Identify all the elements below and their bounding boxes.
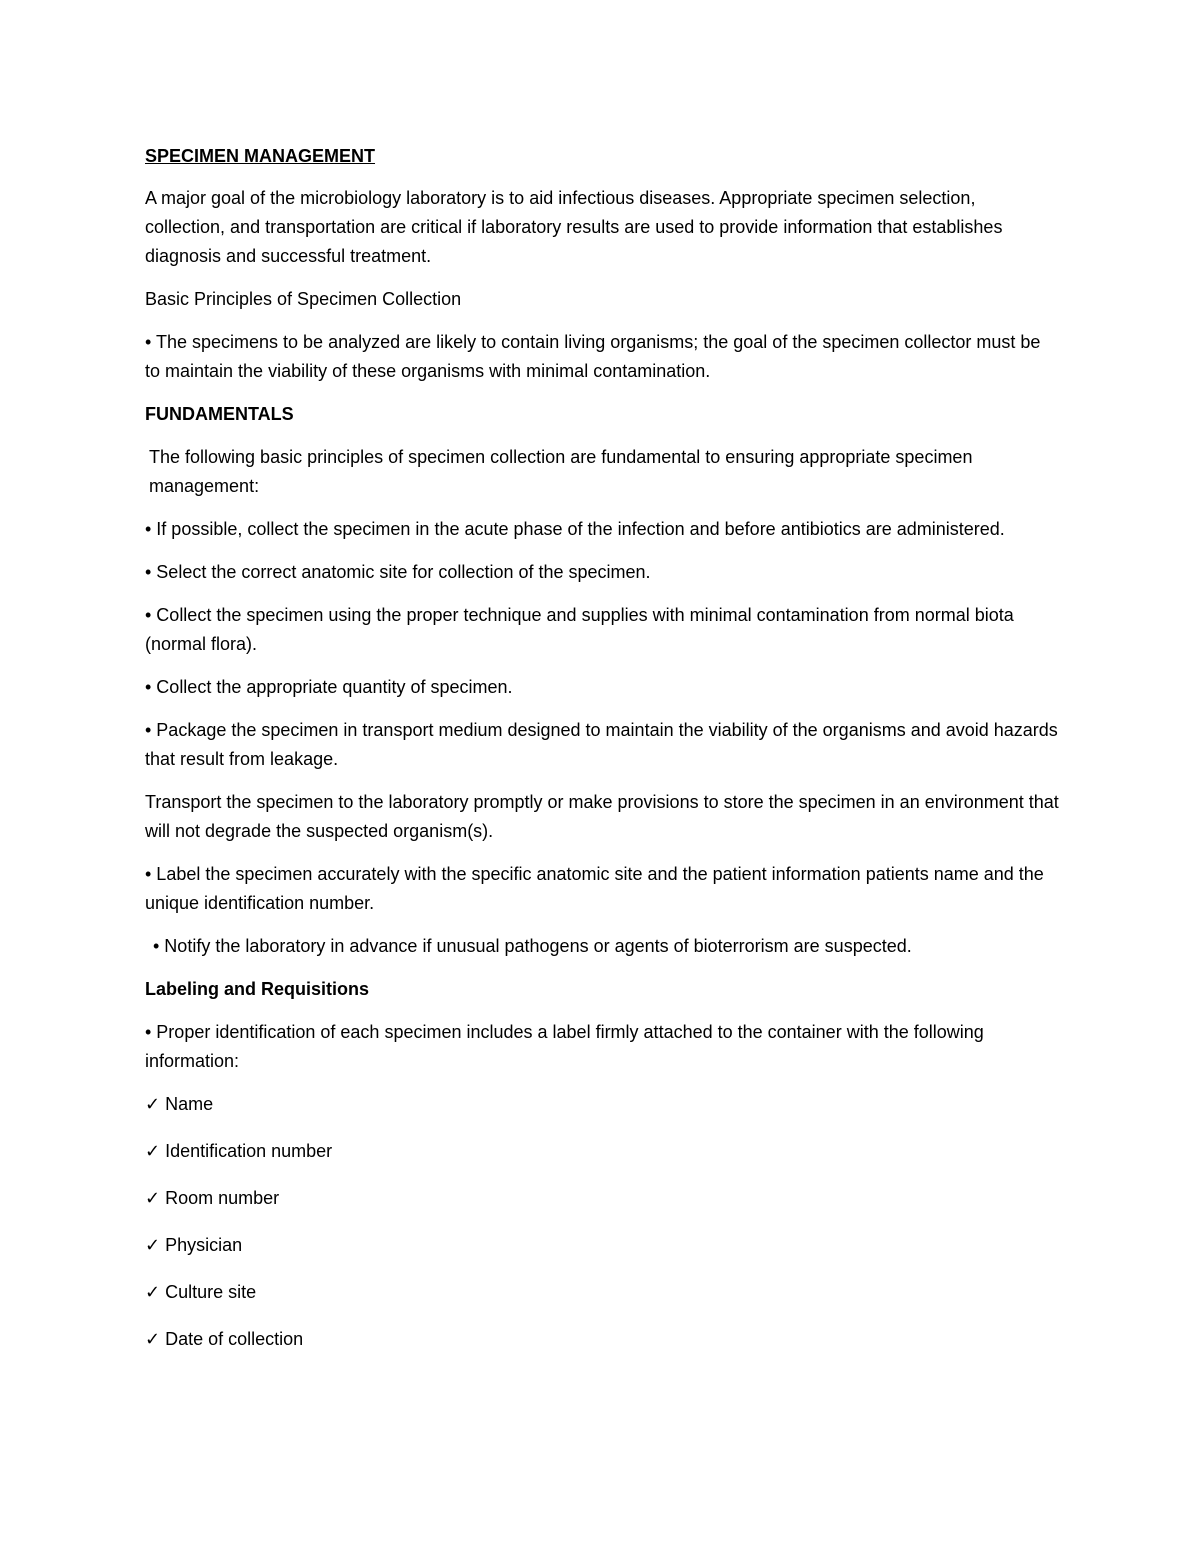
fundamentals-item: • Collect the specimen using the proper technique and supplies with minimal contamination from normal biota (normal flora). bbox=[145, 605, 1014, 654]
document-content bbox=[145, 142, 1060, 1372]
fundamentals-item: • Package the specimen in transport medium designed to maintain the viability of the organisms and avoid hazards that result from leakage. bbox=[145, 720, 1058, 769]
fundamentals-item: • Collect the appropriate quantity of specimen. bbox=[145, 677, 513, 697]
checklist-item: ✓ Name bbox=[145, 1094, 214, 1114]
fundamentals-item: Transport the specimen to the laboratory promptly or make provisions to store the specimen in an environment that will not degrade the suspected organism(s). bbox=[145, 792, 1059, 841]
fundamentals-intro: The following basic principles of specimen collection are fundamental to ensuring appropriate specimen management: bbox=[149, 447, 973, 496]
basic-principles-heading: Basic Principles of Specimen Collection bbox=[145, 289, 462, 309]
fundamentals-item: • Notify the laboratory in advance if unusual pathogens or agents of bioterrorism are suspected. bbox=[153, 936, 912, 956]
fundamentals-heading: FUNDAMENTALS bbox=[145, 404, 294, 424]
document-title: SPECIMEN MANAGEMENT bbox=[145, 146, 376, 166]
labeling-heading: Labeling and Requisitions bbox=[145, 979, 370, 999]
checklist-item: ✓ Culture site bbox=[145, 1282, 257, 1302]
fundamentals-item: • If possible, collect the specimen in the acute phase of the infection and before antibiotics are administered. bbox=[145, 519, 1005, 539]
fundamentals-item: • Label the specimen accurately with the specific anatomic site and the patient information patients name and the unique identification number. bbox=[145, 864, 1044, 913]
labeling-bullet: • Proper identification of each specimen includes a label firmly attached to the container with the following information: bbox=[145, 1022, 984, 1071]
fundamentals-item: • Select the correct anatomic site for collection of the specimen. bbox=[145, 562, 651, 582]
label-info-checklist bbox=[145, 1090, 1060, 1354]
checklist-item: ✓ Room number bbox=[145, 1188, 280, 1208]
checklist-item: ✓ Physician bbox=[145, 1235, 243, 1255]
basic-principles-bullet: • The specimens to be analyzed are likely to contain living organisms; the goal of the specimen collector must be to maintain the viability of these organisms with minimal contamination. bbox=[145, 332, 1041, 381]
checklist-item: ✓ Date of collection bbox=[145, 1329, 304, 1349]
intro-paragraph: A major goal of the microbiology laboratory is to aid infectious diseases. Appropriate specimen selection, collection, and transportation are critical if laboratory results are used to provide information that establishes diagnosis and successful treatment. bbox=[145, 188, 1003, 266]
checklist-item: ✓ Identification number bbox=[145, 1141, 333, 1161]
